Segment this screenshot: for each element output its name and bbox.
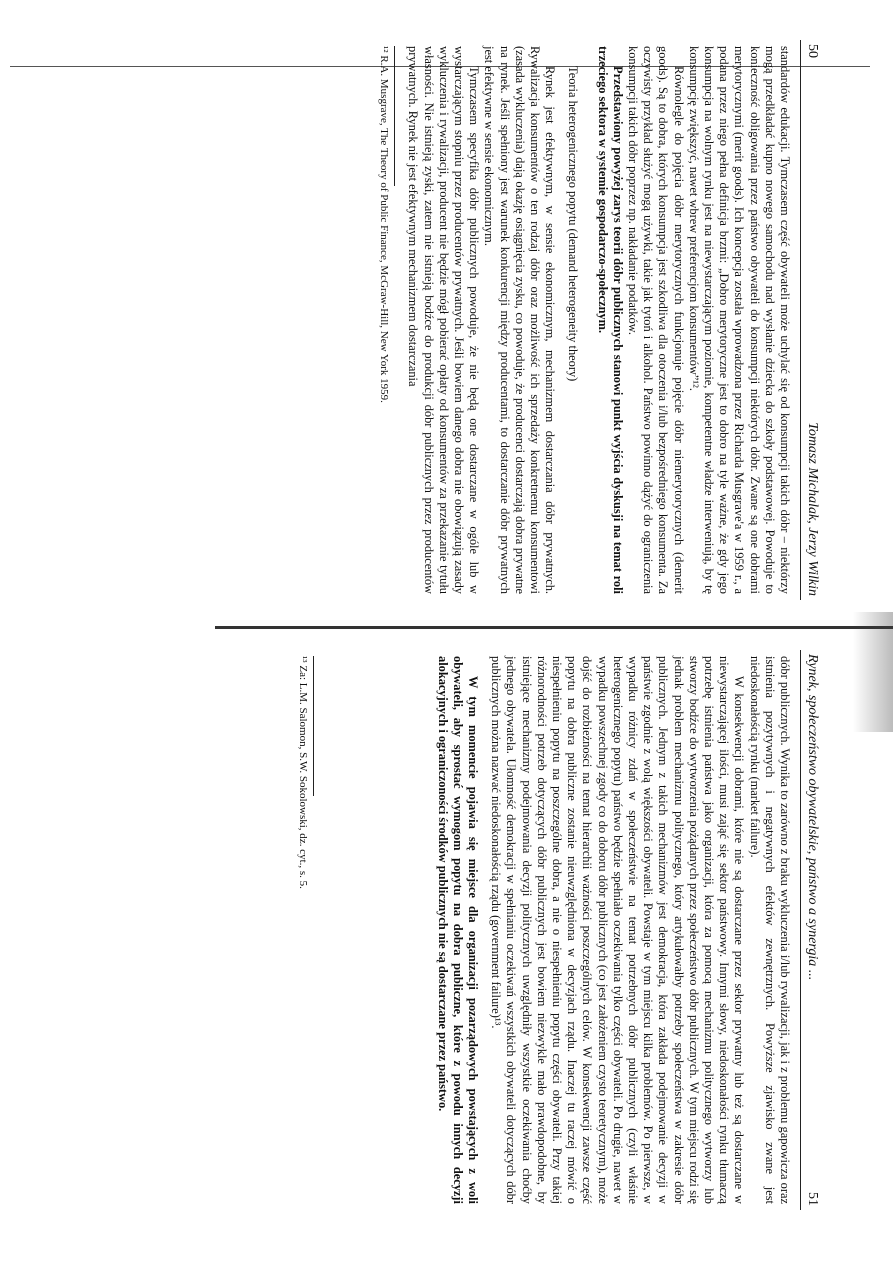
footnote: ¹³ Za: L.M. Salomon, S.W. Sokolowski, dz. cyt., s. 5. xyxy=(297,656,310,889)
page-body xyxy=(434,650,800,1210)
page-header xyxy=(800,650,830,1210)
page-number: 50 xyxy=(805,44,820,58)
paragraph: Rynek jest efektywnym, w sensie ekonomicznym, mechanizmem dostarczania dóbr prywatnych. Rywalizacja konsumentów o ten rodzaj dóbr oraz możliwość ich sprzedaży konkretnemu konsumentowi (zasada wykluczenia) dają okazję osiągnięcia zysku, co powoduje, że producenci dostarczają dobra prywatne na rynek. Jeśli spełniony jest warunek konkurencji między producentami, to dostarczanie dóbr prywatnych jest efektywne w sensie ekonomicznym. xyxy=(482,46,558,594)
page-body xyxy=(405,40,800,600)
paragraph-bold: Przedstawiony powyżej zarys teorii dóbr publicznych stanowi punkt wyjścia dyskusji na temat roli trzeciego sektora w systemie gospodarczo-społecznym. xyxy=(595,46,625,594)
footnote: ¹² R.A. Musgrave, The Theory of Public Finance, McGraw-Hill, New York 1959. xyxy=(378,46,391,403)
footnote-rule xyxy=(394,46,395,186)
book-page-left xyxy=(80,40,830,600)
binding-shadow xyxy=(853,612,893,732)
section-heading: Teoria heterogenicznego popytu (demand heterogeneity theory) xyxy=(566,66,581,382)
paragraph: W konsekwencji dobrami, które nie są dostarczane przez sektor prywatny lub też są dostarczane w niewystarczającej ilości, musi zająć się sektor państwowy. Innymi słowy, niedoskonałości rynku tłumaczą potrzebę istnienia państwa jako organizacji, która za pomocą mechanizmu politycznego wytworzy lub stworzy bodźce do wytworzenia pożądanych przez społeczeństwo dóbr publicznych. W tym miejscu rodzi się jednak problem mechanizmu politycznego, który artykułowałby potrzeby społeczeństwa w zakresie dóbr publicznych. Jednym z takich mechanizmów jest demokracja, która zakłada podejmowanie decyzji w państwie zgodnie z wolą większości obywateli. Powstaje w tym miejscu kilka problemów. Po pierwsze, w wypadku różnicy zdań w społeczeństwie na temat potrzebnych dóbr publicznych (czyli właśnie heterogenicznego popytu) państwo będzie spełniało oczekiwania tylko części obywateli. Po drugie, nawet w wypadku powszechnej zgody co do doboru dóbr publicznych (co jest założeniem czysto teoretycznym), może dojść do rozbieżności na temat hierarchii ważności poszczególnych celów. W konsekwencji zawsze część popytu na dobra publiczne zostanie nieuwzględniona w decyzjach rządu. Inaczej tu raczej mówić o niespełnieniu popytu na poszczególne dobra, a nie o niespełnieniu popytu części obywateli. Przy takiej różnorodności potrzeb dotyczących dóbr publicznych jest bowiem niezwykle mało prawdopodobne, by istniejące mechanizmy podejmowania decyzji politycznych uwzględniły wszystkie oczekiwania choćby jednego obywatela. Ułomność demokracji w spełnianiu oczekiwań wszystkich obywateli dotyczących dóbr publicznych można nazwać niedoskonałością rządu (government failure)¹³. xyxy=(489,656,747,1204)
paragraph: dóbr publicznych. Wynika to zarówno z braku wykluczenia i/lub rywalizacji, jak i z problemu gapowicza oraz istnienia pozytywnych i negatywnych efektów zewnętrznych. Powyższe zjawisko zwane jest niedoskonałością rynku (market failure). xyxy=(747,656,792,1204)
page-header xyxy=(800,40,830,600)
running-title: Rynek, społeczeństwo obywatelskie, państwo a synergia ... xyxy=(805,654,820,981)
paragraph: standardów edukacji. Tymczasem część obywateli może uchylać się od konsumpcji takich dóbr – niektórzy mogą przedkładać kupno nowego samochodu nad wysłanie dziecka do szkoły podstawowej. Powoduje to konieczność obligowania przez państwo obywateli do konsumpcji niektórych dóbr. Zwane są one dobrami merytorycznymi (merit goods). Ich koncepcja została wprowadzona przez Richarda Musgrave'a w 1959 r., a podana przez niego pełna definicja brzmi: „Dobro merytoryczne jest to dobro na tyle ważne, że gdy jego konsumpcja na wolnym rynku jest na niewystarczającym poziomie, kompetentne władze interweniują, by tę konsumpcję zwiększyć, nawet wbrew preferencjom konsumentów”¹². xyxy=(686,46,792,594)
paragraph-bold: W tym momencie pojawia się miejsce dla organizacji pozarządowych powstających z woli obywateli, aby sprostać wymogom popytu na dobra publiczne, które z powodu innych decyzji alokacyjnych i ograniczoności środków publicznych nie są dostarczane przez państwo. xyxy=(435,656,480,1204)
book-page-right xyxy=(80,650,830,1210)
paragraph: Tymczasem specyfika dóbr publicznych powoduje, że nie będą one dostarczane w ogóle lub w wystarczającym stopniu przez producentów prywatnych. Jeśli bowiem danego dobra nie obowiązują zasady wykluczenia i rywalizacji, producent nie będzie mógł pobierać opłaty od konsumentów za przekazanie tytułu własności. Nie istnieją zyski, zatem nie istnieją bodźce do produkcji dóbr publicznych przez producentów prywatnych. Rynek nie jest efektywnym mechanizmem dostarczania xyxy=(406,46,482,594)
page-number: 51 xyxy=(805,1192,820,1206)
paragraph: Równolegle do pojęcia dóbr merytorycznych funkcjonuje pojęcie dóbr niemerytorycznych (demerit goods). Są to dobra, których konsumpcja jest szkodliwa dla otoczenia i/lub bezpośredniego konsumenta. Za oczywisty przykład służyć mogą używki, takie jak tytoń i alkohol. Państwo powinno dążyć do ograniczenia konsumpcji takich dóbr poprzez np. nakładanie podatków. xyxy=(625,46,686,594)
running-author: Tomasz Michalak, Jerzy Wilkin xyxy=(805,422,820,596)
footnote-rule xyxy=(313,656,314,796)
page-fold-line xyxy=(215,626,893,629)
